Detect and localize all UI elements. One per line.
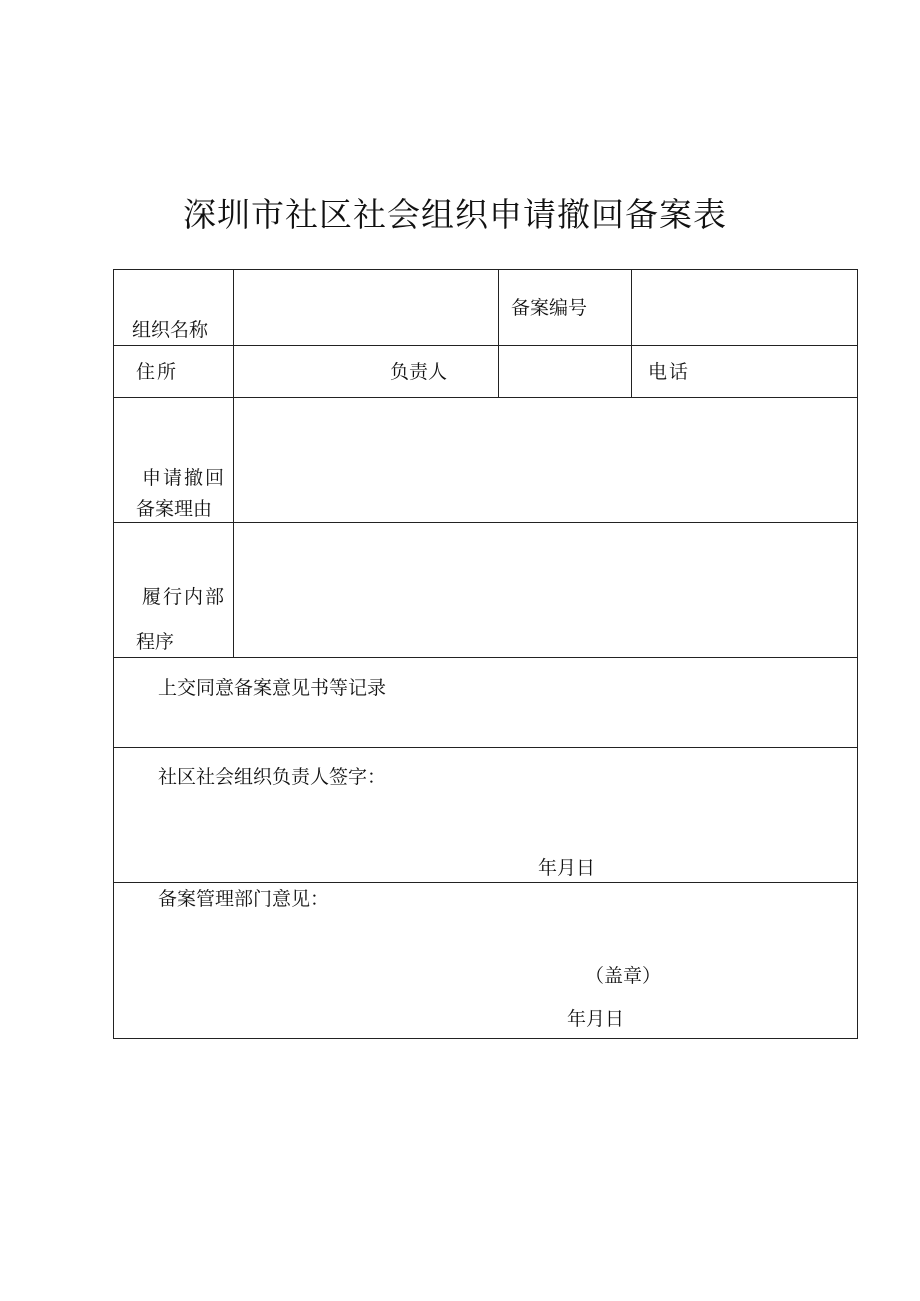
internal-procedure-field[interactable] xyxy=(234,523,857,657)
responsible-person-field[interactable] xyxy=(499,346,631,397)
row-divider xyxy=(113,657,858,658)
opinion-date-label: 年月日 xyxy=(567,1008,625,1030)
row-divider xyxy=(113,882,858,883)
withdraw-reason-field[interactable] xyxy=(234,398,857,522)
signature-label: 社区社会组织负责人签字： xyxy=(158,766,387,788)
page-title: 深圳市社区社会组织申请撤回备案表 xyxy=(183,195,727,234)
internal-procedure-label: 履行内部 xyxy=(142,586,227,608)
submitted-records-label: 上交同意备案意见书等记录 xyxy=(158,677,387,699)
responsible-person-label: 负责人 xyxy=(390,361,448,383)
org-name-field[interactable] xyxy=(234,270,498,345)
withdraw-reason-label: 备案理由 xyxy=(136,498,213,520)
record-number-label: 备案编号 xyxy=(511,297,588,319)
signature-date-label: 年月日 xyxy=(538,857,596,879)
phone-label: 电话 xyxy=(648,361,691,383)
withdraw-reason-label: 申请撤回 xyxy=(142,467,227,489)
internal-procedure-label: 程序 xyxy=(136,631,175,653)
record-number-field[interactable] xyxy=(632,270,857,345)
seal-label: （盖章） xyxy=(585,965,662,987)
org-name-label: 组织名称 xyxy=(132,319,209,341)
management-opinion-label: 备案管理部门意见： xyxy=(158,888,330,910)
address-label: 住所 xyxy=(136,361,179,383)
row-divider xyxy=(113,345,858,346)
row-divider xyxy=(113,747,858,748)
